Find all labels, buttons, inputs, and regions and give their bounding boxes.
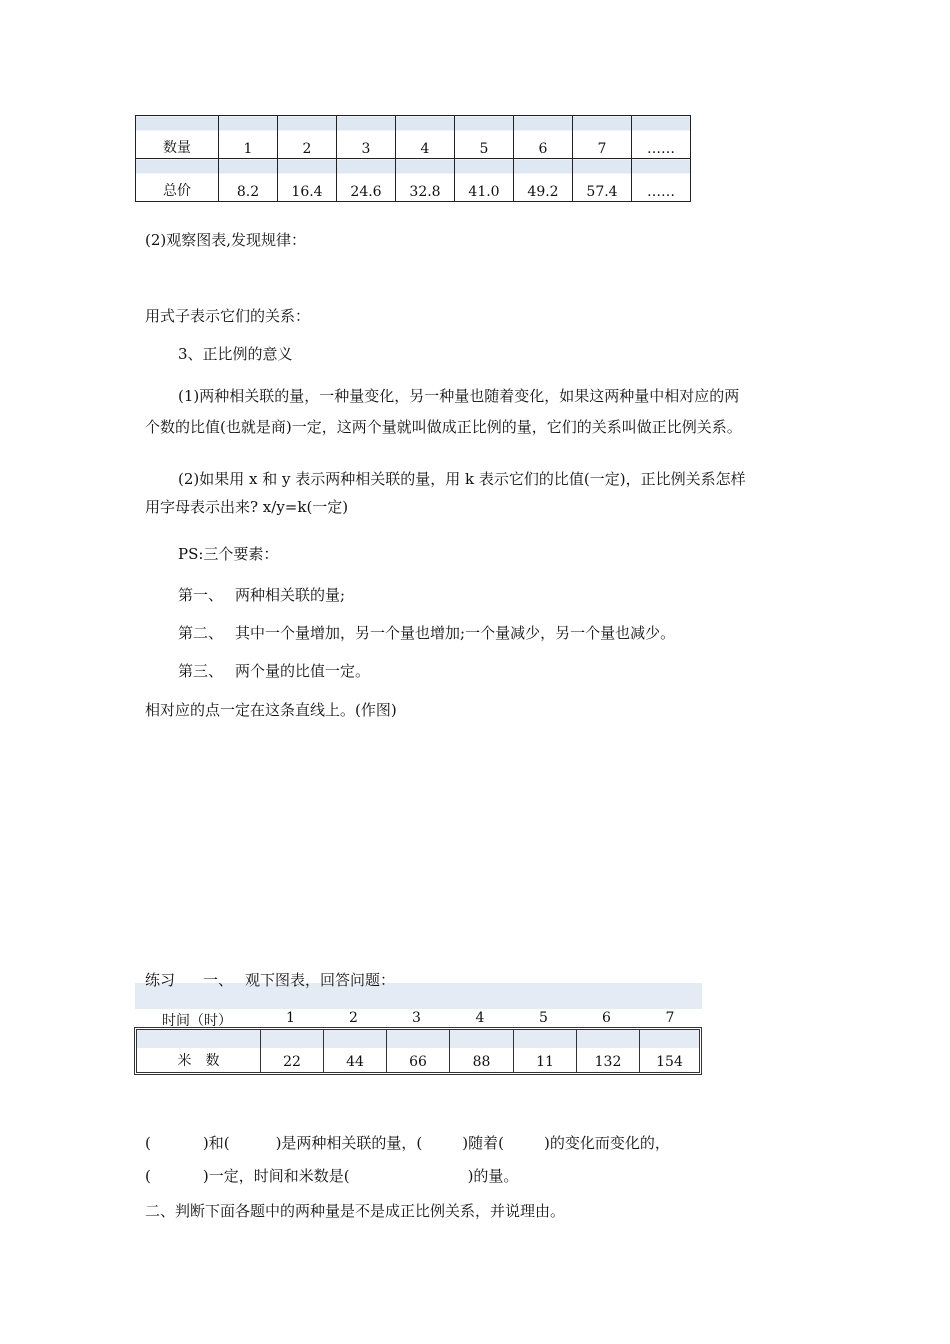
- element-text: 两种相关联的量;: [235, 586, 346, 604]
- element-label: 第二、: [178, 624, 224, 642]
- cell-text: 8.2: [236, 184, 260, 200]
- table-cell: [337, 116, 396, 159]
- cell-text: 5: [479, 141, 489, 157]
- element-item: [178, 660, 370, 681]
- element-item: [178, 584, 345, 605]
- table-cell: [396, 159, 455, 202]
- header-cell: 4: [475, 1010, 485, 1026]
- table-cell: [261, 1030, 324, 1072]
- table-cell: [136, 159, 219, 202]
- table-cell: [455, 159, 514, 202]
- table-row: [136, 116, 691, 159]
- blank-text: )随着(: [462, 1134, 505, 1152]
- cell-text: 88: [472, 1054, 491, 1070]
- distance-table-header: [135, 1010, 702, 1028]
- formula-line: 用式子表示它们的关系：: [145, 307, 311, 325]
- cell-text: 57.4: [586, 184, 618, 200]
- cell-text: 132: [594, 1054, 622, 1070]
- cell-text: 1: [243, 141, 253, 157]
- table-cell: [324, 1030, 387, 1072]
- observe-line: (2)观察图表,发现规律：: [145, 231, 307, 249]
- header-cell: 6: [602, 1010, 611, 1026]
- cell-text: 24.6: [350, 184, 382, 200]
- definition-paragraph-line-1: (1)两种相关联的量，一种量变化，另一种量也随着变化，如果这两种量中相对应的两: [178, 387, 740, 405]
- table-cell: [450, 1030, 514, 1072]
- element-item: [178, 622, 675, 643]
- section-2-title: 二、判断下面各题中的两种量是不是成正比例关系，并说理由。: [145, 1202, 566, 1220]
- cell-text: ……: [647, 184, 675, 200]
- exercise-number: 一、: [203, 971, 234, 989]
- table-cell: [573, 159, 632, 202]
- cell-text: 数量: [163, 140, 191, 156]
- blank-text: )一定，时间和米数是(: [202, 1167, 350, 1185]
- table-cell: [278, 159, 337, 202]
- header-cell: 1: [286, 1010, 295, 1026]
- table-cell: [514, 116, 573, 159]
- fill-blank-line-2: [145, 1165, 518, 1186]
- table-cell: [137, 1030, 261, 1072]
- cell-text: 66: [409, 1054, 427, 1070]
- cell-text: 154: [656, 1054, 683, 1070]
- table-cell: [219, 159, 278, 202]
- element-label: 第三、: [178, 662, 224, 680]
- table-cell: [136, 116, 219, 159]
- cell-text: 16.4: [291, 184, 323, 200]
- table-cell: [387, 1030, 450, 1072]
- table-cell: [219, 116, 278, 159]
- cell-text: 11: [536, 1054, 554, 1070]
- table-cell: [396, 116, 455, 159]
- element-text: 两个量的比值一定。: [235, 662, 371, 680]
- cell-text: 7: [597, 141, 607, 157]
- table-cell: [632, 116, 691, 159]
- table-cell: [455, 116, 514, 159]
- definition-paragraph-line-2: 个数的比值(也就是商)一定，这两个量就叫做成正比例的量，它们的关系叫做正比例关系。: [145, 418, 742, 436]
- cell-text: 4: [420, 141, 430, 157]
- cell-text: 米 数: [177, 1053, 220, 1069]
- table-cell: [337, 159, 396, 202]
- table-cell: [514, 1030, 577, 1072]
- formula-paragraph-line-2: 用字母表示出来? x/y=k(一定): [145, 498, 349, 516]
- cell-text: ……: [647, 141, 675, 157]
- element-text: 其中一个量增加，另一个量也增加;一个量减少，另一个量也减少。: [235, 624, 676, 642]
- blank-text: (: [145, 1167, 151, 1185]
- header-cell: 3: [412, 1010, 421, 1026]
- element-label: 第一、: [178, 586, 224, 604]
- table-cell: [632, 159, 691, 202]
- distance-table-row: [134, 1027, 702, 1075]
- table-cell: [640, 1030, 699, 1072]
- cell-text: 总价: [163, 183, 191, 199]
- fill-blank-line-1: [145, 1132, 670, 1153]
- header-cell: 时间（时）: [162, 1013, 232, 1029]
- blank-text: )的量。: [467, 1167, 519, 1185]
- table-row: [136, 159, 691, 202]
- header-cell: 2: [349, 1010, 358, 1026]
- exercise-label: 练习: [145, 971, 176, 989]
- cell-text: 32.8: [409, 184, 441, 200]
- cell-text: 41.0: [468, 184, 500, 200]
- table-cell: [577, 1030, 640, 1072]
- table-cell: [514, 159, 573, 202]
- exercise-heading: [145, 969, 395, 990]
- price-table: [135, 115, 691, 202]
- points-line: 相对应的点一定在这条直线上。(作图): [145, 701, 397, 719]
- cell-text: 44: [346, 1054, 364, 1070]
- header-cell: 7: [665, 1010, 675, 1026]
- blank-text: (: [145, 1134, 151, 1152]
- cell-text: 3: [361, 141, 371, 157]
- cell-text: 2: [302, 141, 312, 157]
- cell-text: 49.2: [527, 184, 559, 200]
- table-cell: [278, 116, 337, 159]
- blank-text: )是两种相关联的量，(: [275, 1134, 423, 1152]
- table-cell: [573, 116, 632, 159]
- header-cell: 5: [539, 1010, 548, 1026]
- cell-text: 6: [538, 141, 548, 157]
- blank-text: )和(: [202, 1134, 230, 1152]
- cell-text: 22: [283, 1054, 301, 1070]
- exercise-text: 观下图表，回答问题：: [245, 971, 396, 989]
- formula-paragraph-line-1: (2)如果用 x 和 y 表示两种相关联的量，用 k 表示它们的比值(一定)，正比例关系怎样: [178, 470, 746, 488]
- blank-text: )的变化而变化的，: [544, 1134, 670, 1152]
- section-3-title: 3、正比例的意义: [178, 345, 293, 363]
- ps-title: PS:三个要素：: [178, 545, 279, 563]
